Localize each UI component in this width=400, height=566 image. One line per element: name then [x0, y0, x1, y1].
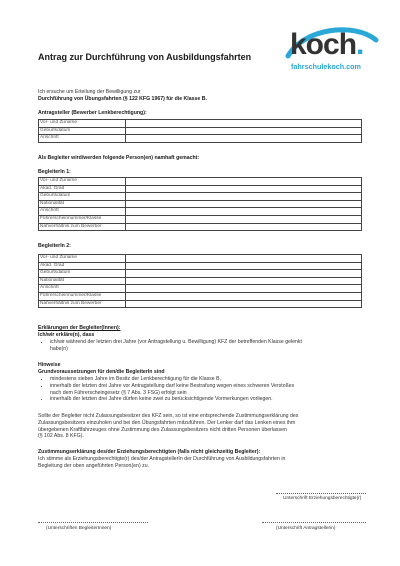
row-label: Akad. Grad [39, 185, 126, 193]
intro-line-1: Ich ersuche um Erteilung der Bewilligung zur [38, 89, 141, 95]
list-item: • mindestens sieben Jahre im Besitz der Lenkberechtigung für die Klasse B, [50, 376, 294, 383]
row-label: Geburtsdatum [39, 270, 126, 278]
row-label: Vor- und Zuname [39, 120, 126, 128]
applicant-signature-label: (Unterschrift Antragstellerin) [276, 526, 336, 531]
logo-url: fahrschulekoch.com [291, 62, 361, 71]
input-cell[interactable] [126, 277, 362, 285]
input-cell[interactable] [126, 120, 362, 128]
logo-wordmark: koch. [290, 28, 364, 61]
input-cell[interactable] [126, 178, 362, 186]
notes-heading: Hinweise [38, 362, 61, 368]
table-row [39, 277, 362, 285]
table-row [39, 208, 362, 216]
intro-line-2: Durchführung von Übungsfahrten (§ 122 KFG 1967) für die Klasse B. [38, 96, 207, 102]
table-row [39, 185, 362, 193]
row-label: Nahverhältnis zum Bewerber [39, 223, 126, 231]
row-label: Geburtsdatum [39, 127, 126, 135]
table-row [39, 120, 362, 128]
declarations-heading: Erklärungen der Begleiter(Innen): [38, 325, 121, 331]
table-row [39, 193, 362, 201]
row-label: Anschrift [39, 285, 126, 293]
page-title: Antrag zur Durchführung von Ausbildungsfahrten [38, 52, 252, 62]
row-label: Akad. Grad [39, 262, 126, 270]
list-item: • innerhalb der letzten drei Jahre vor Antragstellung darf keine Bestrafung wegen eines schweren Verstoßes nach dem Führerscheingesetz (§ 7 Abs. 3 FSG) erfolgt sein [50, 383, 294, 397]
applicant-heading: Antragsteller (Bewerber Lenkberechtigung): [38, 110, 147, 116]
input-cell[interactable] [126, 292, 362, 300]
row-label: Anschrift [39, 135, 126, 143]
row-label: Nahverhältnis zum Bewerber [39, 300, 126, 308]
input-cell[interactable] [126, 262, 362, 270]
declarations-subheading: Ich/wir erkläre(n), dass [38, 332, 95, 338]
guardian-line-1: Ich stimme als Erziehungsberechtigte(r) des/der AntragstellerIn der Durchführung von Ausbildungsfahrten in [38, 456, 286, 462]
table-row [39, 262, 362, 270]
logo [284, 26, 380, 84]
guardian-line-2: Begleitung der oben angeführten Person(en) zu. [38, 463, 150, 469]
row-label: Geburtsdatum [39, 193, 126, 201]
input-cell[interactable] [126, 135, 362, 143]
input-cell[interactable] [126, 215, 362, 223]
owner-paragraph: Sollte der Begleiter nicht Zulassungsbesitzer des KFZ sein, so ist eine entsprechende Zustimmungserklärung des Zulassungsbesitzers einzuholen und bei den Übungsfahrten mitzuführen. Der Lenker darf das Lenken eines ihm übergebenen Kraftfahrzeuges ohne Zustimmung des Zulassungsbesitzers nicht dritten Personen überlassen (§ 102 Abs. 8 KFG). [38, 413, 299, 440]
row-label: Nationalität [39, 277, 126, 285]
table-row [39, 215, 362, 223]
guardian-signature-label: Unterschrift Erziehungsberechtigte(r) [283, 496, 362, 501]
table-row [39, 200, 362, 208]
input-cell[interactable] [126, 255, 362, 263]
guardian-heading: Zustimmungserklärung des/der Erziehungsberechtigten (falls nicht gleichzeitig Begleiter): [38, 449, 261, 455]
row-label: Führerscheinnummer/Klasse [39, 292, 126, 300]
input-cell[interactable] [126, 285, 362, 293]
input-cell[interactable] [126, 208, 362, 216]
companions-signature-line[interactable] [38, 522, 148, 523]
input-cell[interactable] [126, 193, 362, 201]
table-row [39, 135, 362, 143]
companions-intro: Als Begleiter wird/werden folgende Person(en) namhaft gemacht: [38, 155, 200, 161]
table-row [39, 292, 362, 300]
table-row [39, 300, 362, 308]
notes-list [38, 376, 294, 403]
row-label: Anschrift [39, 208, 126, 216]
companion2-heading: BegleiterIn 2: [38, 243, 71, 249]
table-row [39, 127, 362, 135]
table-row [39, 285, 362, 293]
input-cell[interactable] [126, 200, 362, 208]
table-row [39, 270, 362, 278]
input-cell[interactable] [126, 185, 362, 193]
companion2-table [38, 254, 362, 308]
row-label: Führerscheinnummer/Klasse [39, 215, 126, 223]
applicant-table [38, 119, 362, 143]
row-label: Vor- und Zuname [39, 178, 126, 186]
companion1-heading: BegleiterIn 1: [38, 169, 71, 175]
input-cell[interactable] [126, 223, 362, 231]
input-cell[interactable] [126, 270, 362, 278]
row-label: Vor- und Zuname [39, 255, 126, 263]
table-row [39, 255, 362, 263]
applicant-signature-line[interactable] [262, 522, 366, 523]
notes-subheading: Grundvoraussetzungen für den/die BegleiterIn sind [38, 369, 165, 375]
companions-signature-label: (Unterschriften BegleiterInnen) [46, 526, 112, 531]
input-cell[interactable] [126, 300, 362, 308]
declarations-list [38, 339, 302, 353]
input-cell[interactable] [126, 127, 362, 135]
list-item: • innerhalb der letzten drei Jahre dürfen keine zwei zu berücksichtigende Vormerkungen vorliegen. [50, 396, 294, 403]
guardian-signature-line[interactable] [276, 493, 366, 494]
table-row [39, 178, 362, 186]
row-label: Nationalität [39, 200, 126, 208]
table-row [39, 223, 362, 231]
list-item: • ich/wir während der letzten drei Jahre (vor Antragstellung u. Bewilligung) KFZ der betreffenden Klasse gelenkt habe(n) [50, 339, 302, 353]
companion1-table [38, 177, 362, 231]
